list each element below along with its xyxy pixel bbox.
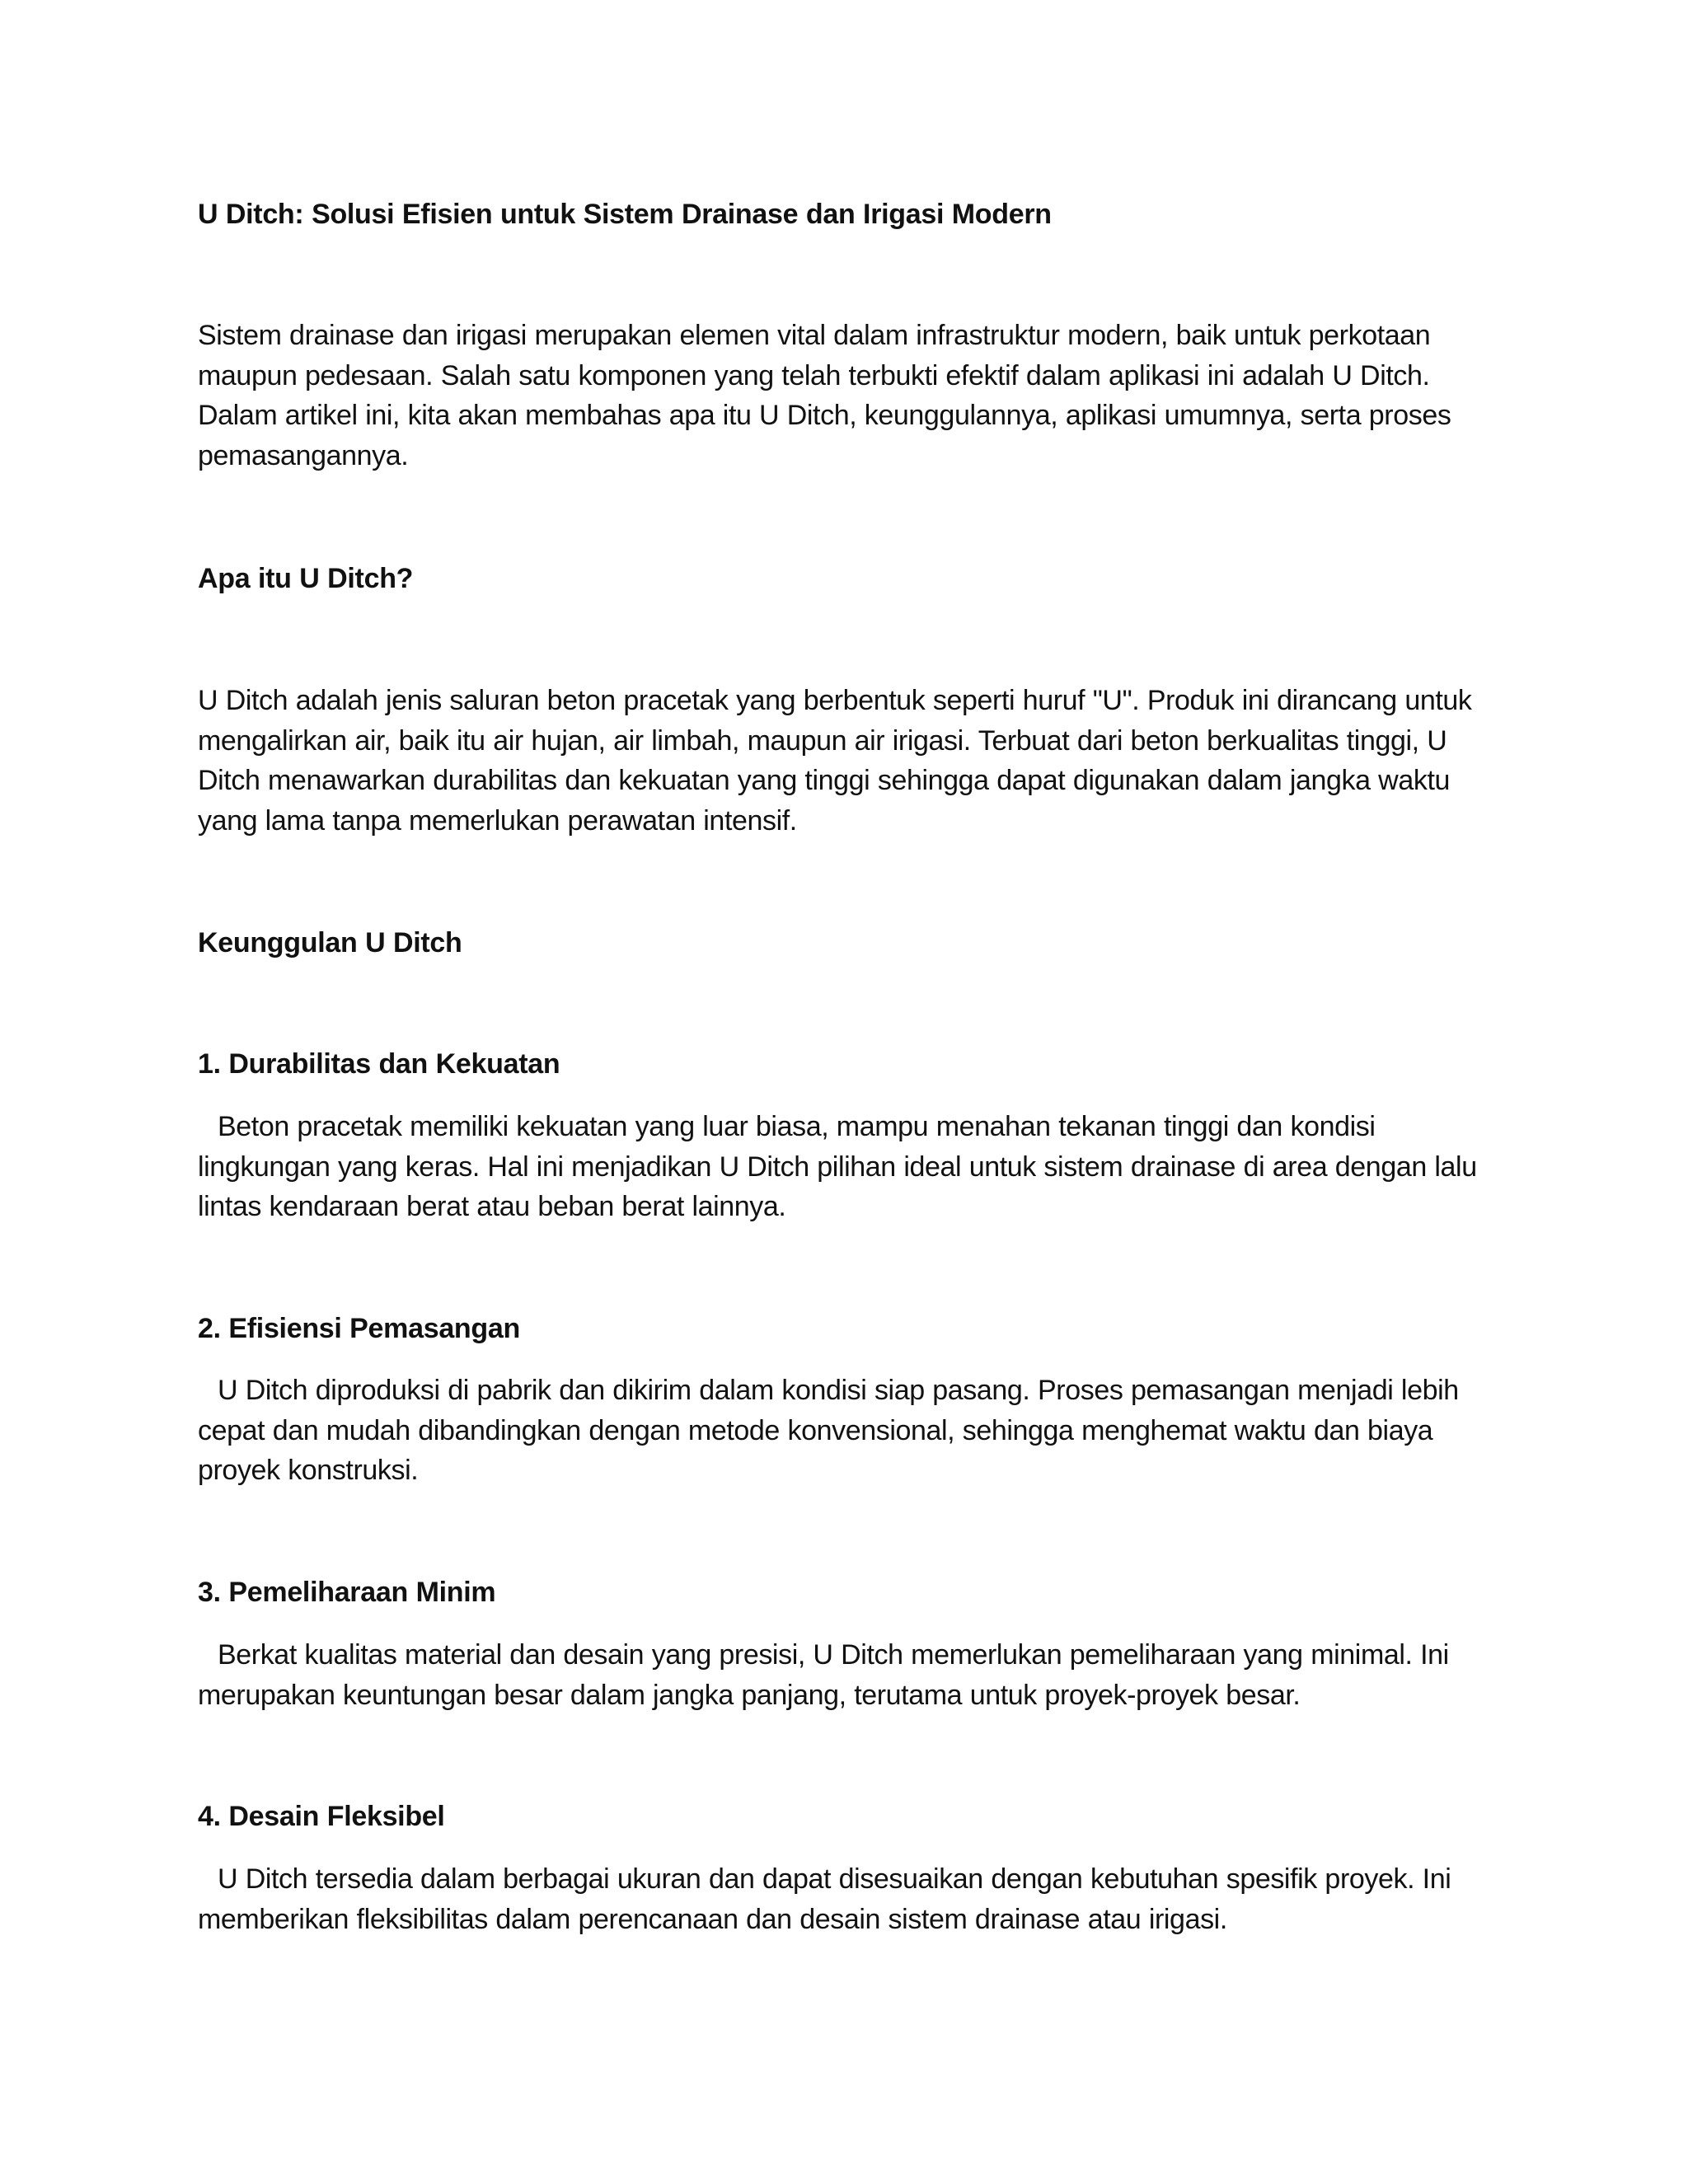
section-body-what-is-u-ditch: U Ditch adalah jenis saluran beton pracetak yang berbentuk seperti huruf "U". Produk ini dirancang untuk mengalirkan air, baik itu air hujan, air limbah, maupun air irigasi. Terbuat dari beton berkualitas tinggi, U Ditch menawarkan durabilitas dan kekuatan yang tinggi sehingga dapat digunakan dalam jangka waktu yang lama tanpa memerlukan perawatan intensif. xyxy=(198,685,1472,837)
advantage-body-installation: U Ditch diproduksi di pabrik dan dikirim dalam kondisi siap pasang. Proses pemasangan menjadi lebih cepat dan mudah dibandingkan dengan metode konvensional, sehingga menghemat waktu dan biaya proyek konstruksi. xyxy=(198,1375,1459,1486)
advantage-body-maintenance: Berkat kualitas material dan desain yang presisi, U Ditch memerlukan pemeliharaan yang minimal. Ini merupakan keuntungan besar dalam jangka panjang, terutama untuk proyek-proyek besar. xyxy=(198,1639,1449,1711)
section-heading-what-is-u-ditch: Apa itu U Ditch? xyxy=(198,563,414,594)
advantage-heading-installation: 2. Efisiensi Pemasangan xyxy=(198,1313,520,1344)
advantage-heading-maintenance: 3. Pemeliharaan Minim xyxy=(198,1577,496,1608)
advantage-body-durability: Beton pracetak memiliki kekuatan yang luar biasa, mampu menahan tekanan tinggi dan kondisi lingkungan yang keras. Hal ini menjadikan U Ditch pilihan ideal untuk sistem drainase di area dengan lalu lintas kendaraan berat atau beban berat lainnya. xyxy=(198,1111,1477,1222)
section-heading-advantages: Keunggulan U Ditch xyxy=(198,927,462,958)
advantage-heading-durability: 1. Durabilitas dan Kekuatan xyxy=(198,1048,560,1080)
advantage-body-flexible-design: U Ditch tersedia dalam berbagai ukuran dan dapat disesuaikan dengan kebutuhan spesifik proyek. Ini memberikan fleksibilitas dalam perencanaan dan desain sistem drainase atau irigasi. xyxy=(198,1863,1451,1935)
intro-paragraph: Sistem drainase dan irigasi merupakan elemen vital dalam infrastruktur modern, baik untuk perkotaan maupun pedesaan. Salah satu komponen yang telah terbukti efektif dalam aplikasi ini adalah U Ditch. Dalam artikel ini, kita akan membahas apa itu U Ditch, keunggulannya, aplikasi umumnya, serta proses pemasangannya. xyxy=(198,320,1451,471)
advantage-heading-flexible-design: 4. Desain Fleksibel xyxy=(198,1801,445,1832)
document-title: U Ditch: Solusi Efisien untuk Sistem Drainase dan Irigasi Modern xyxy=(198,199,1052,230)
